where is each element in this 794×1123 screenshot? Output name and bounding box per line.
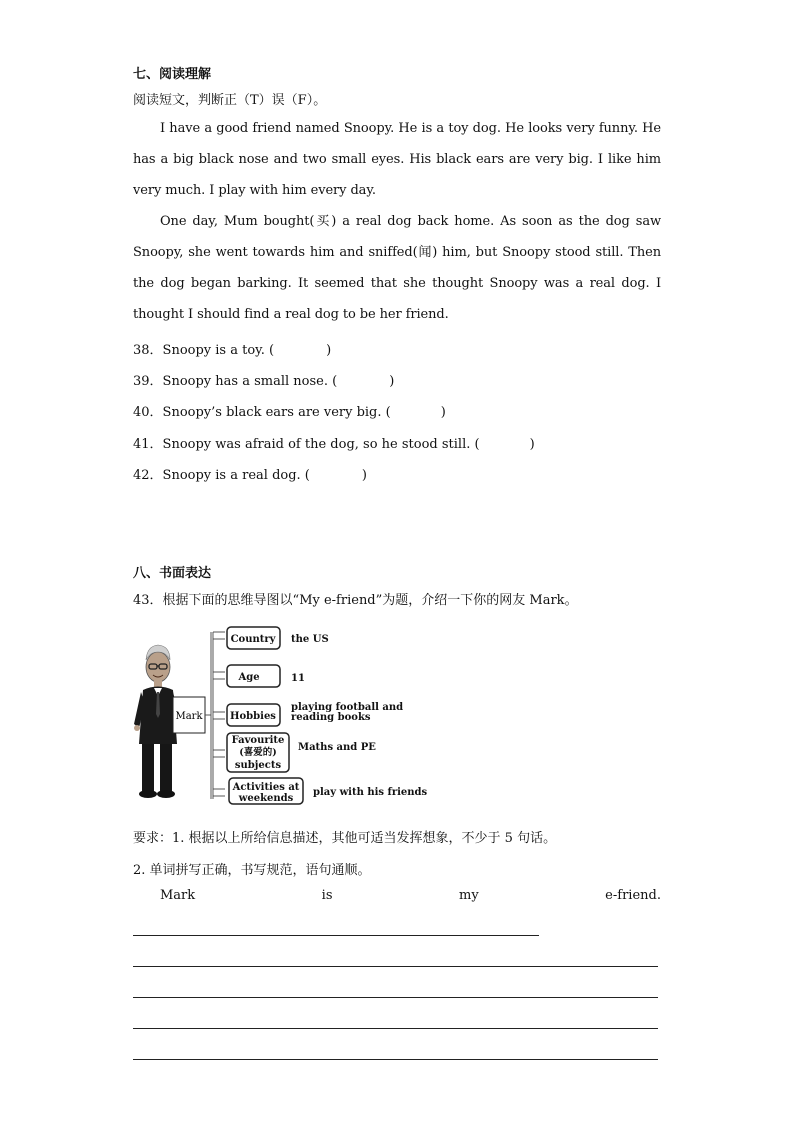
hobbies-label: Hobbies — [230, 711, 276, 722]
question-text: Snoopy has a small nose. ( — [162, 374, 338, 389]
age-label: Age — [238, 672, 260, 683]
closing-paren: ) — [326, 343, 332, 358]
country-label: Country — [230, 634, 276, 645]
country-value: the US — [291, 634, 329, 645]
question-number: 42． — [133, 468, 163, 483]
section-7-heading: 七、阅读理解 — [133, 67, 212, 82]
activities-label-line2: weekends — [238, 793, 294, 804]
favourite-label-line3: subjects — [234, 760, 282, 771]
writing-line-3[interactable] — [133, 997, 658, 998]
starter-word-4: e-friend. — [605, 888, 661, 903]
favourite-label-line2: (喜爱的) — [239, 747, 277, 758]
closing-paren: ) — [389, 374, 395, 389]
favourite-label-line1: Favourite — [231, 735, 285, 746]
subjects-value: Maths and PE — [298, 742, 376, 753]
question-41 — [133, 433, 535, 452]
activities-label-line1: Activities at — [232, 782, 300, 793]
question-number: 41． — [133, 437, 163, 452]
requirement-1: 要求：1. 根据以上所给信息描述，其他可适当发挥想象，不少于 5 句话。 — [133, 831, 557, 846]
closing-paren: ) — [361, 468, 367, 483]
requirement-2: 2. 单词拼写正确，书写规范，语句通顺。 — [133, 863, 371, 878]
writing-prompt: 43．根据下面的思维导图以“My e-friend”为题，介绍一下你的网友 Mark。 — [133, 593, 578, 608]
passage-paragraph-1: I have a good friend named Snoopy. He is a toy dog. He looks very funny. He has a big black nose and two small eyes. His black ears are very big. I like him very much. I play with him every day. — [133, 121, 661, 198]
age-value: 11 — [291, 673, 305, 684]
hobbies-value-line2: reading books — [291, 712, 371, 723]
passage-paragraph-2: One day, Mum bought(买) a real dog back home. As soon as the dog saw Snoopy, she went towards him and sniffed(闻) him, but Snoopy stood still. Then the dog began barking. It seemed that she thought Snoopy was a real dog. I thought I should find a real dog to be her friend. — [133, 214, 661, 322]
closing-paren: ) — [440, 405, 446, 420]
starter-word-1: Mark — [160, 888, 196, 903]
connector-lines — [205, 632, 225, 799]
question-number: 40． — [133, 405, 163, 420]
question-42 — [133, 464, 367, 483]
writing-line-1[interactable] — [133, 935, 539, 936]
question-text: Snoopy is a real dog. ( — [162, 468, 310, 483]
hobbies-value-line1: playing football and — [291, 702, 404, 713]
writing-line-5[interactable] — [133, 1059, 658, 1060]
writing-line-2[interactable] — [133, 966, 658, 967]
question-number: 39． — [133, 374, 163, 389]
question-38 — [133, 339, 331, 358]
section-8-heading: 八、书面表达 — [133, 566, 212, 581]
activities-value: play with his friends — [313, 787, 428, 798]
writing-line-4[interactable] — [133, 1028, 658, 1029]
closing-paren: ) — [529, 437, 535, 452]
question-number: 38． — [133, 343, 163, 358]
mark-label: Mark — [175, 711, 203, 722]
question-40 — [133, 401, 446, 420]
question-text: Snoopy is a toy. ( — [162, 343, 275, 358]
mind-map-diagram — [133, 622, 433, 807]
section-7-instruction: 阅读短文，判断正（T）误（F）。 — [133, 93, 327, 108]
starter-word-3: my — [459, 888, 479, 903]
question-39 — [133, 370, 394, 389]
essay-starter-line — [133, 888, 661, 903]
question-text: Snoopy was afraid of the dog, so he stood still. ( — [162, 437, 480, 452]
question-text: Snoopy’s black ears are very big. ( — [162, 405, 391, 420]
starter-word-2: is — [321, 888, 333, 903]
